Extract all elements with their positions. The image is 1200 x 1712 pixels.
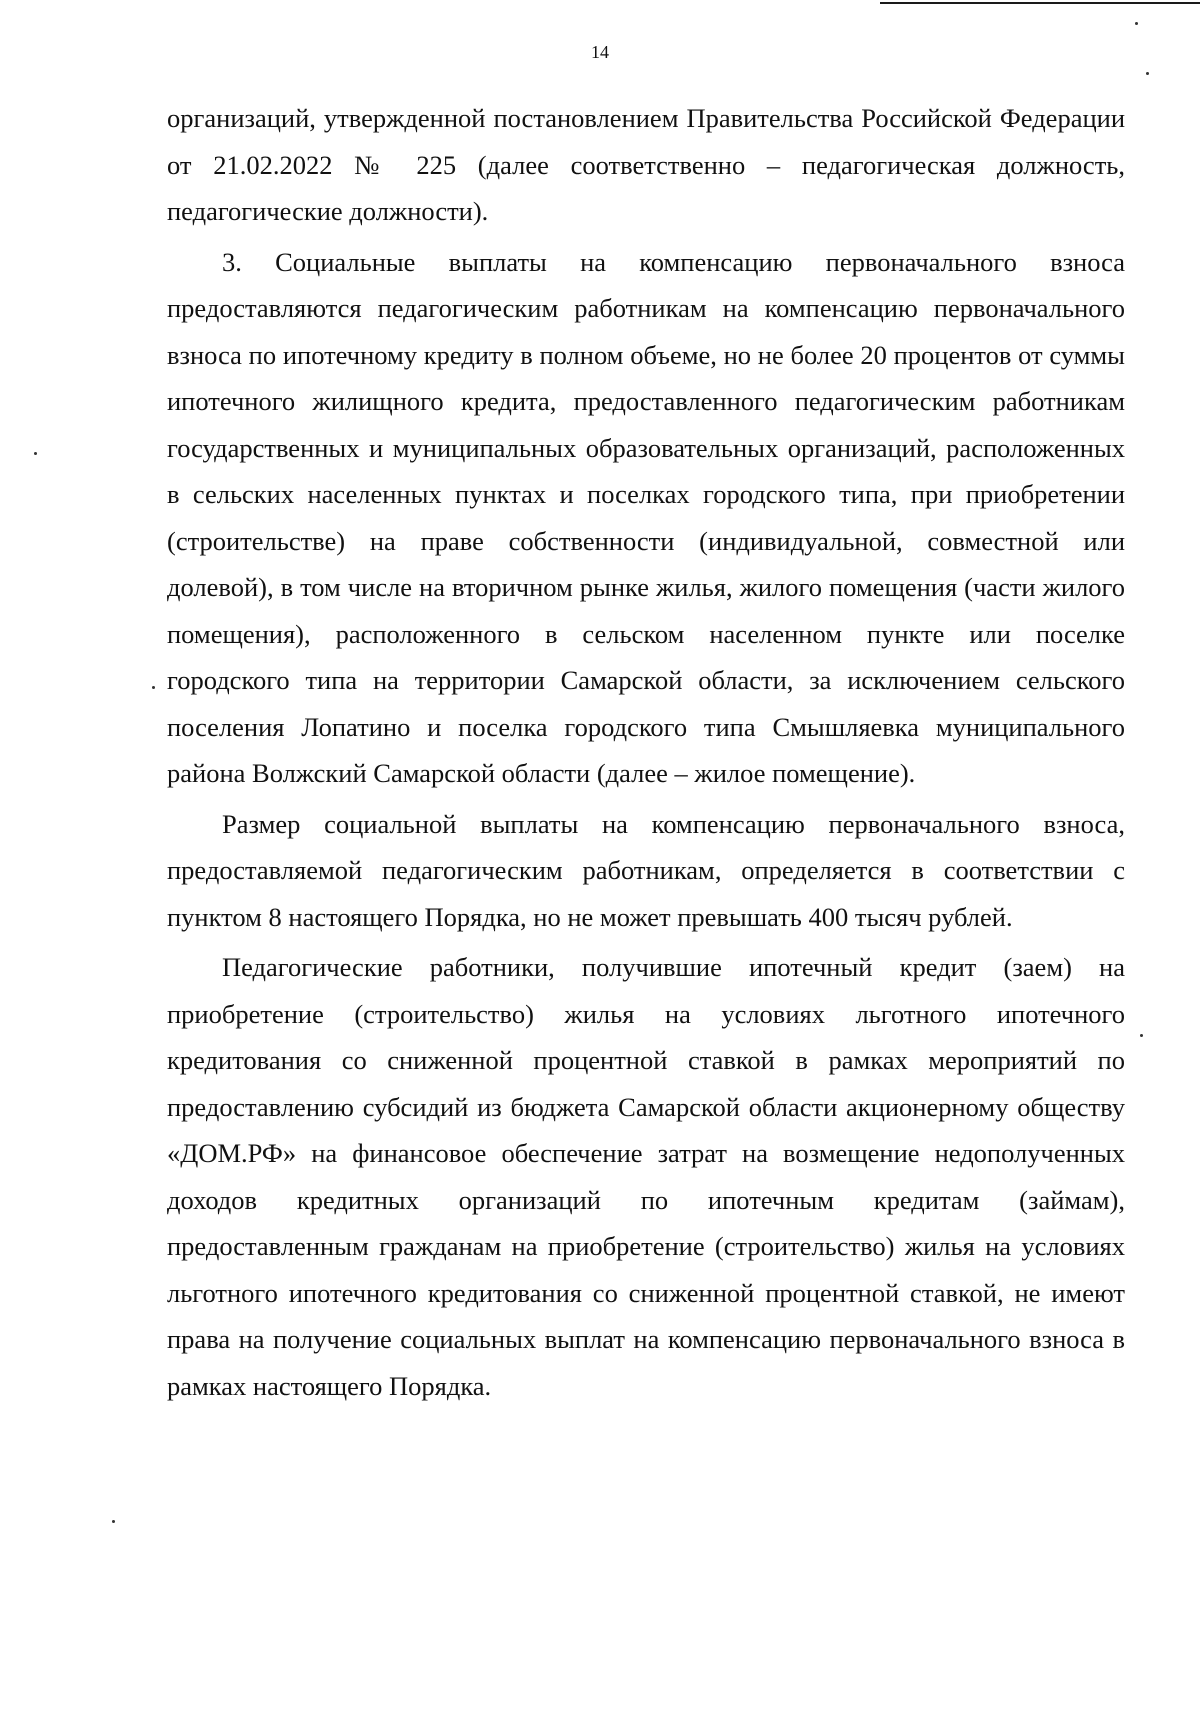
paragraph-exclusion: Педагогические работники, получившие ипотечный кредит (заем) на приобретение (строительство) жилья на условиях льготного ипотечного кредитования со сниженной процентной ставкой в рамках мероприятий по предоставлению субсидий из бюджета Самарской области акционерному обществу «ДОМ.РФ» на финансовое обеспечение затрат на возмещение недополученных доходов кредитных организаций по ипотечным кредитам (займам), предоставленным гражданам на приобретение (строительство) жилья на условиях льготного ипотечного кредитования со сниженной процентной ставкой, не имеют права на получение социальных выплат на компенсацию первоначального взноса в рамках настоящего Порядка.	[167, 952, 1125, 1401]
paragraph-item-3: 3. Социальные выплаты на компенсацию первоначального взноса предоставляются педагогическим работникам на компенсацию первоначального взноса по ипотечному кредиту в полном объеме, но не более 20 процентов от суммы ипотечного жилищного кредита, предоставленного педагогическим работникам государственных и муниципальных образовательных организаций, расположенных в сельских населенных пунктах и поселках городского типа, при приобретении (строительстве) на праве собственности (индивидуальной, совместной или долевой), в том числе на вторичном рынке жилья, жилого помещения (части жилого помещения), расположенного в сельском населенном пункте или поселке городского типа на территории Самарской области, за исключением сельского поселения Лопатино и поселка городского типа Смышляевка муниципального района Волжский Самарской области (далее – жилое помещение).	[167, 246, 1125, 788]
scan-speck	[1135, 22, 1138, 25]
scan-speck	[34, 452, 37, 455]
document-body	[167, 95, 1125, 1413]
scan-speck	[1146, 72, 1149, 75]
scan-speck	[112, 1520, 115, 1523]
paragraph-continuation: организаций, утвержденной постановлением Правительства Российской Федерации от 21.02.2022 № 225 (далее соответственно – педагогическая должность, педагогические должности).	[167, 103, 1125, 226]
scan-edge-line	[880, 2, 1200, 4]
scan-speck	[1140, 1034, 1143, 1037]
paragraph-payment-size: Размер социальной выплаты на компенсацию первоначального взноса, предоставляемой педагогическим работникам, определяется в соответствии с пунктом 8 настоящего Порядка, но не может превышать 400 тысяч рублей.	[167, 808, 1125, 932]
page-number: 14	[591, 42, 609, 62]
scan-speck	[152, 686, 155, 689]
